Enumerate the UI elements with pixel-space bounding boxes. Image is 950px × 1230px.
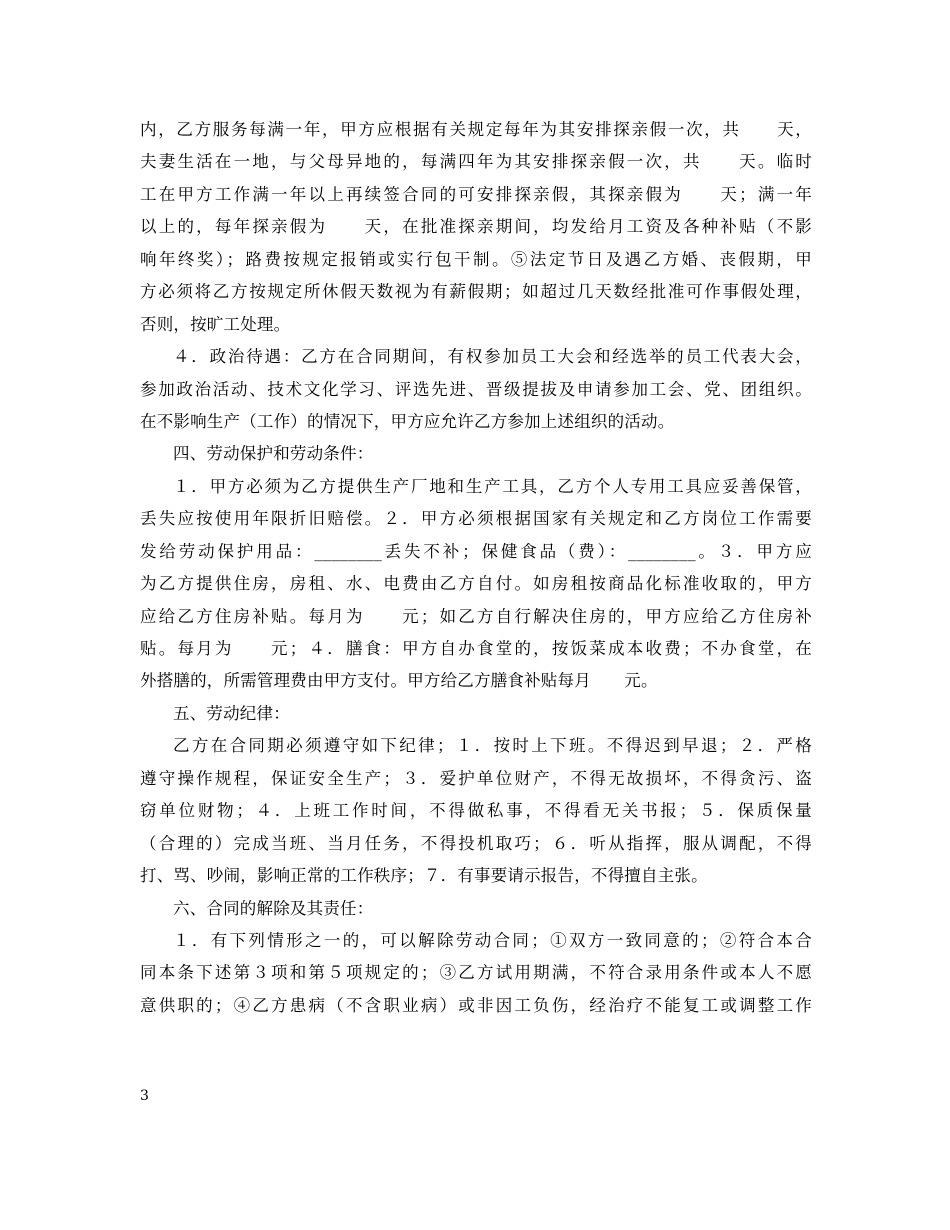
text-line: 同本条下述第３项和第５项规定的；③乙方试用期满，不符合录用条件或本人不愿	[140, 963, 812, 983]
text-line: 五、劳动纪律：	[173, 703, 290, 723]
text-line: 夫妻生活在一地，与父母异地的，每满四年为其安排探亲假一次，共 天。临时	[140, 152, 812, 172]
text-line: ４．政治待遇：乙方在合同期间，有权参加员工大会和经选举的员工代表大会，	[173, 347, 812, 367]
text-line: 丢失应按使用年限折旧赔偿。２．甲方必须根据国家有关规定和乙方岗位工作需要	[140, 509, 812, 529]
text-line: 内，乙方服务每满一年，甲方应根据有关规定每年为其安排探亲假一次，共 天，	[140, 120, 812, 139]
text-line: 以上的，每年探亲假为 天，在批准探亲期间，均发给月工资及各种补贴（不影	[140, 217, 812, 237]
text-line: 为乙方提供住房，房租、水、电费由乙方自付。如房租按商品化标准收取的，甲方	[140, 574, 812, 594]
text-line: 打、骂、吵闹，影响正常的工作秩序；７．有事要请示报告，不得擅自主张。	[140, 866, 708, 886]
text-line: １．有下列情形之一的，可以解除劳动合同；①双方一致同意的；②符合本合	[173, 930, 812, 950]
text-line: 应给乙方住房补贴。每月为 元；如乙方自行解决住房的，甲方应给乙方住房补	[140, 606, 812, 626]
text-line: 外搭膳的，所需管理费由甲方支付。甲方给乙方膳食补贴每月 元。	[140, 671, 658, 691]
text-line: 贴。每月为 元；４．膳食：甲方自办食堂的，按饭菜成本收费；不办食堂，在	[140, 639, 812, 658]
text-line: （合理的）完成当班、当月任务，不得投机取巧；６．听从指挥，服从调配，不得	[140, 833, 812, 853]
text-line: 六、合同的解除及其责任：	[173, 898, 374, 918]
text-line: 在不影响生产（工作）的情况下，甲方应允许乙方参加上述组织的活动。	[140, 411, 675, 431]
text-line: １．甲方必须为乙方提供生产厂地和生产工具，乙方个人专用工具应妥善保管，	[173, 476, 812, 496]
text-line: 响年终奖）；路费按规定报销或实行包干制。⑤法定节日及遇乙方婚、丧假期，甲	[140, 249, 812, 269]
text-line: 遵守操作规程，保证安全生产；３．爱护单位财产，不得无故损坏，不得贪污、盗	[140, 768, 812, 788]
document-body	[140, 114, 812, 1022]
text-line: 参加政治活动、技术文化学习、评选先进、晋级提拔及申请参加工会、党、团组织。	[140, 379, 812, 399]
text-line: 窃单位财物；４．上班工作时间，不得做私事，不得看无关书报；５．保质保量	[140, 801, 812, 821]
text-line: 意供职的；④乙方患病（不含职业病）或非因工负伤，经治疗不能复工或调整工作	[140, 995, 812, 1015]
text-line: 否则，按旷工处理。	[140, 314, 291, 334]
page-number: 3	[140, 1088, 149, 1104]
text-line: 工在甲方工作满一年以上再续签合同的可安排探亲假，其探亲假为 天；满一年	[140, 184, 812, 204]
text-line: 发给劳动保护用品：________丢失不补；保健食品（费）：________。３．甲方应	[140, 541, 812, 561]
text-line: 方必须将乙方按规定所休假天数视为有薪假期；如超过几天数经批准可作事假处理，	[140, 282, 812, 302]
text-line: 四、劳动保护和劳动条件：	[173, 444, 374, 464]
text-line: 乙方在合同期必须遵守如下纪律；１．按时上下班。不得迟到早退；２．严格	[173, 736, 812, 756]
